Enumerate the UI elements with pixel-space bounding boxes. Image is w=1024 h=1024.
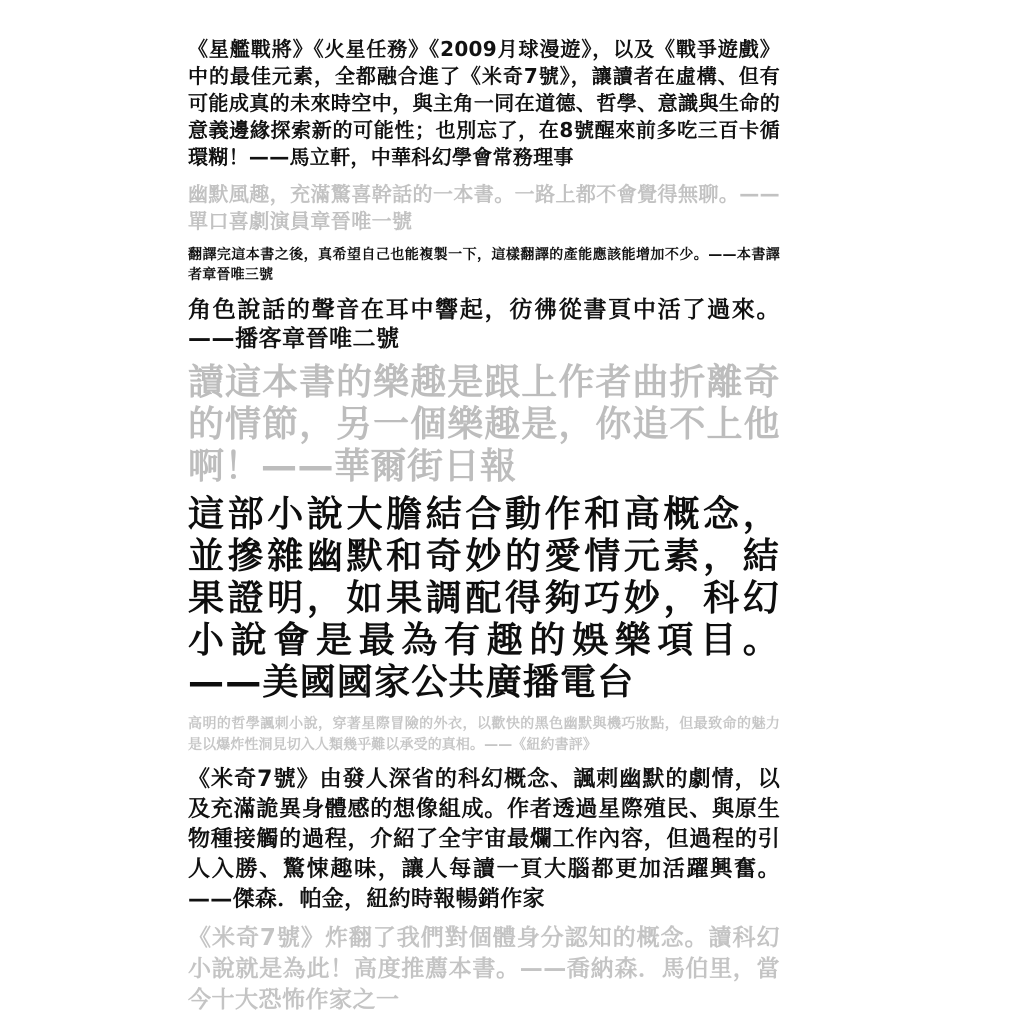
endorsement-jonathan-maberry: 《米奇7號》炸翻了我們對個體身分認知的概念。讀科幻小說就是為此！高度推薦本書。——喬納森．馬伯里，當今十大恐怖作家之一 <box>188 925 780 1013</box>
endorsement-translator: 翻譯完這本書之後，真希望自己也能複製一下，這樣翻譯的產能應該能增加不少。——本書譯者章晉唯三號 <box>188 247 780 283</box>
endorsement-wall-street-journal: 讀這本書的樂趣是跟上作者曲折離奇的情節，另一個樂趣是，你追不上他啊！——華爾街日報 <box>188 362 780 487</box>
endorsement-npr: 這部小說大膽結合動作和高概念，並摻雜幽默和奇妙的愛情元素，結果證明，如果調配得夠巧妙，科幻小說會是最為有趣的娛樂項目。——美國國家公共廣播電台 <box>188 494 780 703</box>
endorsement-jason-pargin: 《米奇7號》由發人深省的科幻概念、諷刺幽默的劇情，以及充滿詭異身體感的想像組成。作者透過星際殖民、與原生物種接觸的過程，介紹了全宇宙最爛工作內容，但過程的引人入勝、驚悚趣味，讓人每讀一頁大腦都更加活躍興奮。——傑森．帕金，紐約時報暢銷作家 <box>188 767 780 912</box>
endorsement-ma-lixuan: 《星艦戰將》《火星任務》《2009月球漫遊》，以及《戰爭遊戲》中的最佳元素，全都融合進了《米奇7號》，讓讀者在虛構、但有可能成真的未來時空中，與主角一同在道德、哲學、意識與生命的意義邊緣探索新的可能性；也別忘了，在8號醒來前多吃三百卡循環糊！——馬立軒，中華科幻學會常務理事 <box>188 37 780 169</box>
endorsements-column <box>188 36 780 1016</box>
endorsement-comedian: 幽默風趣，充滿驚喜幹話的一本書。一路上都不會覺得無聊。——單口喜劇演員章晉唯一號 <box>188 182 780 233</box>
endorsement-podcaster: 角色說話的聲音在耳中響起，彷彿從書頁中活了過來。——播客章晉唯二號 <box>188 297 780 352</box>
endorsement-new-york-review: 高明的哲學諷刺小說，穿著星際冒險的外衣，以歡快的黑色幽默與機巧妝點，但最致命的魅力是以爆炸性洞見切入人類幾乎難以承受的真相。——《紐約書評》 <box>188 716 780 753</box>
